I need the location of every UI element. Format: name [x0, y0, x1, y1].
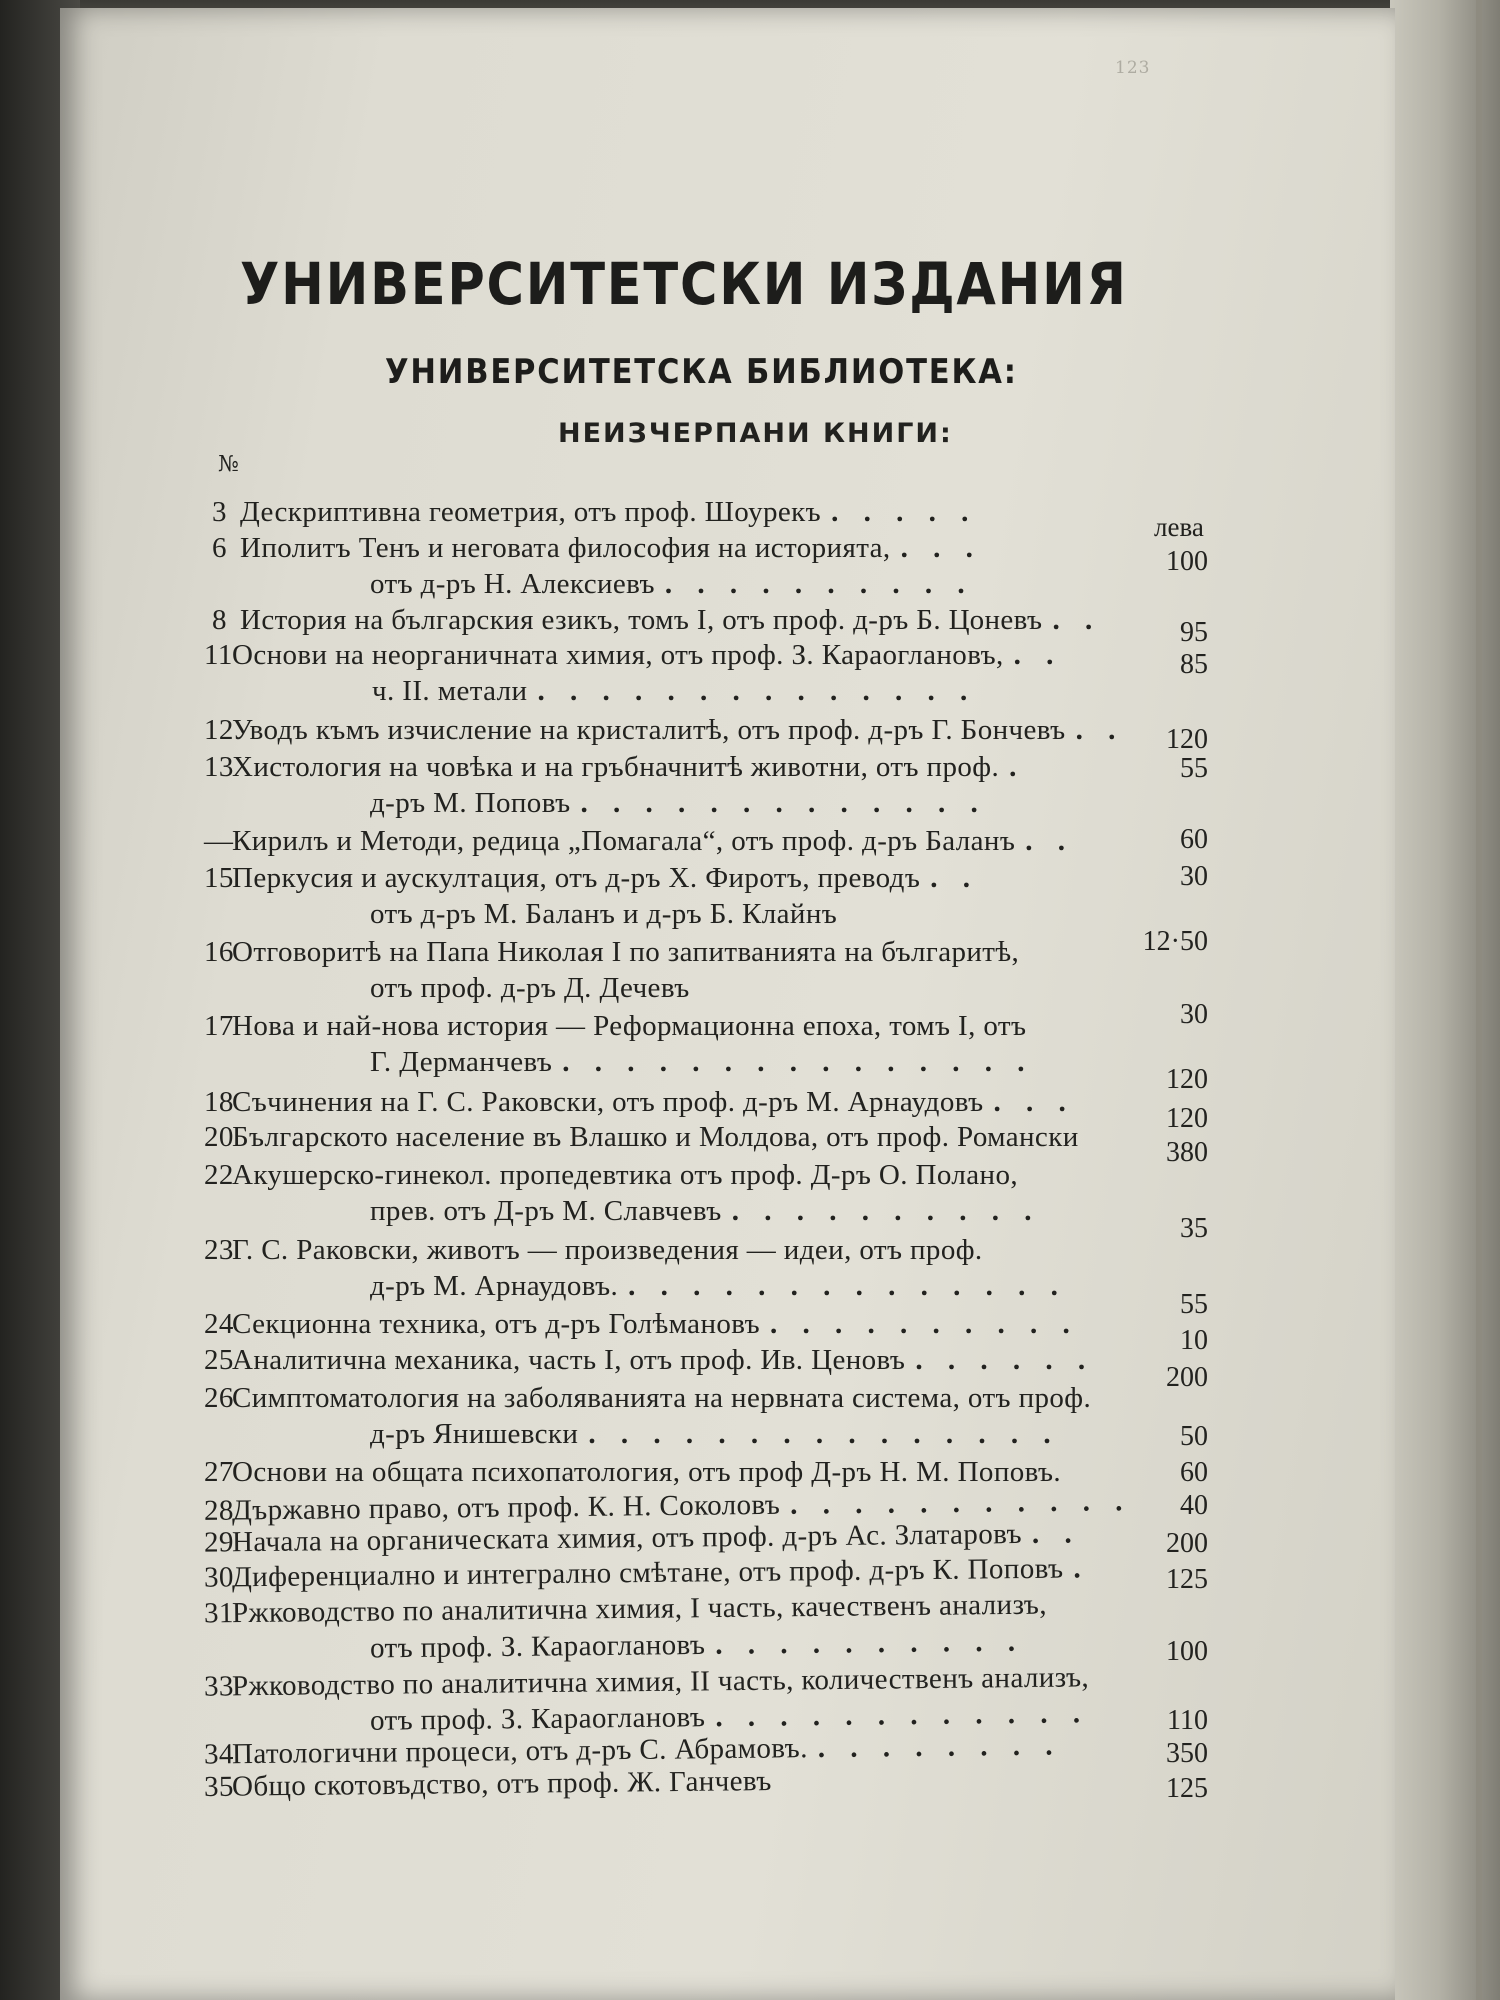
book-entry	[204, 1233, 983, 1267]
entry-title: История на българския езикъ, томъ I, отъ проф. д-ръ Б. Цоневъ	[240, 604, 1043, 636]
book-entry	[204, 935, 1019, 969]
entry-title: Г. С. Раковски, животъ — произведения — идеи, отъ проф.	[232, 1234, 983, 1266]
entry-title: Аналитична механика, часть I, отъ проф. Ив. Ценовъ	[232, 1344, 906, 1376]
entry-price: 110	[1167, 1705, 1208, 1736]
entry-number: 23	[204, 1234, 234, 1266]
entry-number: 33	[203, 1670, 235, 1703]
leader-dots: . .	[1075, 714, 1125, 746]
book-entry	[204, 638, 1062, 672]
entry-price: 380	[1166, 1137, 1208, 1168]
entry-title: Г. Дерманчевъ	[370, 1046, 553, 1078]
entry-title: Начала на органическата химия, отъ проф. д-ръ Ас. Златаровъ	[231, 1518, 1023, 1559]
entry-title: Отговоритѣ на Папа Николая I по запитванията на българитѣ,	[232, 936, 1020, 968]
entry-price: 125	[1166, 1564, 1208, 1595]
entry-title: Държавно право, отъ проф. К. Н. Соколовъ	[231, 1488, 781, 1527]
page-leaf-edge	[1476, 0, 1482, 2000]
entry-price: 200	[1166, 1528, 1208, 1559]
entry-price: 350	[1166, 1738, 1208, 1769]
book-entry	[204, 861, 979, 895]
entry-title: Българското население въ Влашко и Молдова, отъ проф. Романски	[232, 1121, 1079, 1153]
entry-price: 95	[1180, 617, 1208, 648]
entry-price: 120	[1166, 1064, 1208, 1095]
entry-title: Основи на общата психопатология, отъ проф Д-ръ Н. М. Поповъ.	[232, 1456, 1062, 1488]
entry-price: 30	[1180, 999, 1208, 1030]
entry-number: 26	[204, 1382, 234, 1414]
entry-number: 15	[204, 862, 234, 894]
entry-title: Диференциално и интегрално смѣтане, отъ проф. д-ръ К. Поповъ	[231, 1552, 1064, 1594]
leader-dots: . . . . .	[831, 496, 978, 528]
subtitle: УНИВЕРСИТЕТСКА БИБЛИОТЕКА:	[385, 352, 1018, 392]
entry-title: Хистология на човѣка и на гръбначнитѣ животни, отъ проф.	[232, 751, 1000, 783]
book-entry-continuation	[370, 1417, 1060, 1451]
book-entry	[204, 1381, 1091, 1415]
leader-dots: . .	[1013, 639, 1063, 671]
entry-number: 13	[204, 751, 234, 783]
number-column-header: №	[218, 452, 239, 477]
entry-price: 50	[1180, 1421, 1208, 1452]
leader-dots: . .	[930, 862, 979, 894]
entry-title: Кирилъ и Методи, редица „Помагала“, отъ проф. д-ръ Баланъ	[232, 825, 1016, 857]
entry-number: 28	[203, 1494, 235, 1527]
entry-price: 60	[1180, 1457, 1208, 1488]
entry-number: 12	[204, 714, 234, 746]
entry-price: 125	[1166, 1773, 1208, 1804]
entry-title: отъ д-ръ М. Баланъ и д-ръ Б. Клайнъ	[370, 898, 838, 930]
entry-price: 55	[1180, 1289, 1208, 1320]
entry-title: отъ проф. З. Караоглановъ	[369, 1701, 706, 1737]
book-entry	[204, 750, 1025, 784]
entry-title: д-ръ Янишевски	[370, 1418, 579, 1450]
leader-dots: . . . . . . . . . .	[731, 1195, 1041, 1227]
book-entry	[212, 531, 982, 565]
book-entry	[204, 1343, 1094, 1377]
leader-dots: . .	[1052, 604, 1102, 636]
book-entry	[204, 1158, 1018, 1192]
leader-dots: . . . . . . . . . . . . . . .	[588, 1418, 1060, 1450]
entry-price: 100	[1166, 546, 1208, 577]
entry-number: 25	[204, 1344, 234, 1376]
entry-price: 100	[1166, 1636, 1208, 1667]
entry-number: 30	[203, 1561, 235, 1594]
entry-title: Ржководство по аналитична химия, II часть, количественъ анализъ,	[231, 1661, 1090, 1703]
entry-number: 24	[204, 1308, 234, 1340]
leader-dots: . .	[1031, 1517, 1081, 1550]
book-entry	[204, 1764, 772, 1804]
entry-number: 27	[204, 1456, 234, 1488]
book-entry	[204, 1307, 1079, 1341]
entry-number: 29	[203, 1526, 235, 1559]
book-entry-continuation	[370, 567, 974, 601]
book-entry-continuation	[370, 1045, 1033, 1079]
entry-price: 60	[1180, 824, 1208, 855]
section-heading: НЕИЗЧЕРПАНИ КНИГИ:	[558, 418, 953, 449]
entry-number: 20	[204, 1121, 234, 1153]
entry-title: отъ проф. д-ръ Д. Дечевъ	[370, 972, 690, 1004]
book-entry-continuation	[370, 786, 987, 820]
entry-title: ч. II. метали	[372, 675, 528, 707]
book-entry-continuation	[370, 1625, 1024, 1666]
entry-title: Секционна техника, отъ д-ръ Голѣмановъ	[232, 1308, 761, 1340]
book-page-edges	[1390, 0, 1500, 2000]
entry-number: 22	[204, 1159, 234, 1191]
entry-number: 31	[203, 1597, 235, 1630]
entry-number: 16	[204, 936, 234, 968]
leader-dots: . . . . . . . . . . .	[790, 1485, 1132, 1521]
entry-title: д-ръ М. Арнаудовъ.	[370, 1270, 619, 1302]
entry-price: 10	[1180, 1325, 1208, 1356]
entry-title: Общо скотовъдство, отъ проф. Ж. Ганчевъ	[231, 1765, 772, 1803]
entry-price: 12·50	[1142, 926, 1208, 957]
book-entry	[212, 495, 977, 529]
entry-price: 85	[1180, 649, 1208, 680]
book-entry-continuation	[370, 1194, 1040, 1228]
entry-title: Иполитъ Тенъ и неговата философия на историята,	[240, 532, 891, 564]
entry-title: Основи на неорганичната химия, отъ проф. З. Караоглановъ,	[232, 639, 1004, 671]
entry-title: Съчинения на Г. С. Раковски, отъ проф. д-ръ М. Арнаудовъ	[232, 1086, 984, 1118]
entry-number: 11	[204, 639, 233, 671]
entry-price: 30	[1180, 861, 1208, 892]
leader-dots: . . . . . . . . . . . . . .	[537, 675, 977, 707]
entry-number: 17	[204, 1010, 234, 1042]
leader-dots: . . .	[993, 1086, 1075, 1118]
entry-price: 200	[1166, 1362, 1208, 1393]
book-entry	[204, 824, 1074, 858]
currency-column-header: лева	[1154, 512, 1204, 542]
entry-number: 35	[203, 1770, 234, 1803]
leader-dots: .	[1009, 751, 1026, 783]
entry-title: Дескриптивна геометрия, отъ проф. Шоурекъ	[240, 496, 822, 528]
book-entry	[204, 1455, 1061, 1489]
leader-dots: .	[1073, 1552, 1090, 1585]
leader-dots: . . . . . . . . . . . . . . .	[562, 1046, 1034, 1078]
book-entry-continuation	[370, 1269, 1067, 1303]
page-number: 123	[1115, 58, 1151, 78]
leader-dots: . . . . . . . . . . . . .	[580, 787, 987, 819]
entry-title: Перкусия и аускултация, отъ д-ръ Х. Фиротъ, преводъ	[232, 862, 921, 894]
entry-price: 40	[1180, 1490, 1208, 1521]
leader-dots: . . . . . . . . . .	[715, 1625, 1025, 1661]
entry-title: Ржководство по аналитична химия, I часть, качественъ анализъ,	[231, 1588, 1048, 1630]
entry-number: 18	[204, 1086, 234, 1118]
entry-title: отъ проф. З. Караоглановъ	[369, 1628, 706, 1665]
book-entry-continuation	[372, 674, 976, 708]
book-entry	[204, 1009, 1026, 1043]
entry-price: 120	[1166, 1103, 1208, 1134]
entry-number: 6	[212, 532, 227, 564]
entry-title: прев. отъ Д-ръ М. Славчевъ	[370, 1195, 722, 1227]
leader-dots: . . . . . . . . . .	[770, 1308, 1079, 1340]
book-entry-continuation	[370, 971, 690, 1005]
book-entry	[204, 713, 1124, 747]
entry-number: 8	[212, 604, 227, 636]
book-entry	[204, 1120, 1079, 1154]
entry-title: Симптоматология на заболяванията на нервната система, отъ проф.	[232, 1382, 1092, 1414]
leader-dots: . . . . . . . . . . . .	[715, 1697, 1090, 1734]
entry-price: 55	[1180, 753, 1208, 784]
entry-number: 3	[212, 496, 227, 528]
leader-dots: . . . . . . . .	[817, 1729, 1062, 1765]
entry-title: Уводъ къмъ изчисление на кристалитѣ, отъ проф. д-ръ Г. Бончевъ	[232, 714, 1066, 746]
book-entry	[212, 603, 1101, 637]
leader-dots: . .	[1025, 825, 1074, 857]
entry-title: отъ д-ръ Н. Алексиевъ	[370, 568, 655, 600]
entry-title: д-ръ М. Поповъ	[370, 787, 571, 819]
leader-dots: . . .	[900, 532, 982, 564]
entry-price: 120	[1166, 724, 1208, 755]
entry-title: Акушерско-гинекол. пропедевтика отъ проф. Д-ръ О. Полано,	[232, 1159, 1019, 1191]
leader-dots: . . . . . . . . . .	[664, 568, 974, 600]
main-title: УНИВЕРСИТЕТСКИ ИЗДАНИЯ	[240, 250, 1128, 318]
book-entry	[204, 1085, 1075, 1119]
entry-price: 35	[1180, 1213, 1208, 1244]
leader-dots: . . . . . . . . . . . . . .	[628, 1270, 1067, 1302]
entry-title: Нова и най-нова история — Реформационна епоха, томъ I, отъ	[232, 1010, 1027, 1042]
leader-dots: . . . . . .	[915, 1344, 1095, 1376]
book-entry-continuation	[370, 897, 837, 931]
entry-number: 34	[203, 1738, 235, 1771]
entry-number: —	[204, 825, 234, 857]
entry-title: Патологични процеси, отъ д-ръ С. Абрамовъ.	[231, 1732, 808, 1771]
